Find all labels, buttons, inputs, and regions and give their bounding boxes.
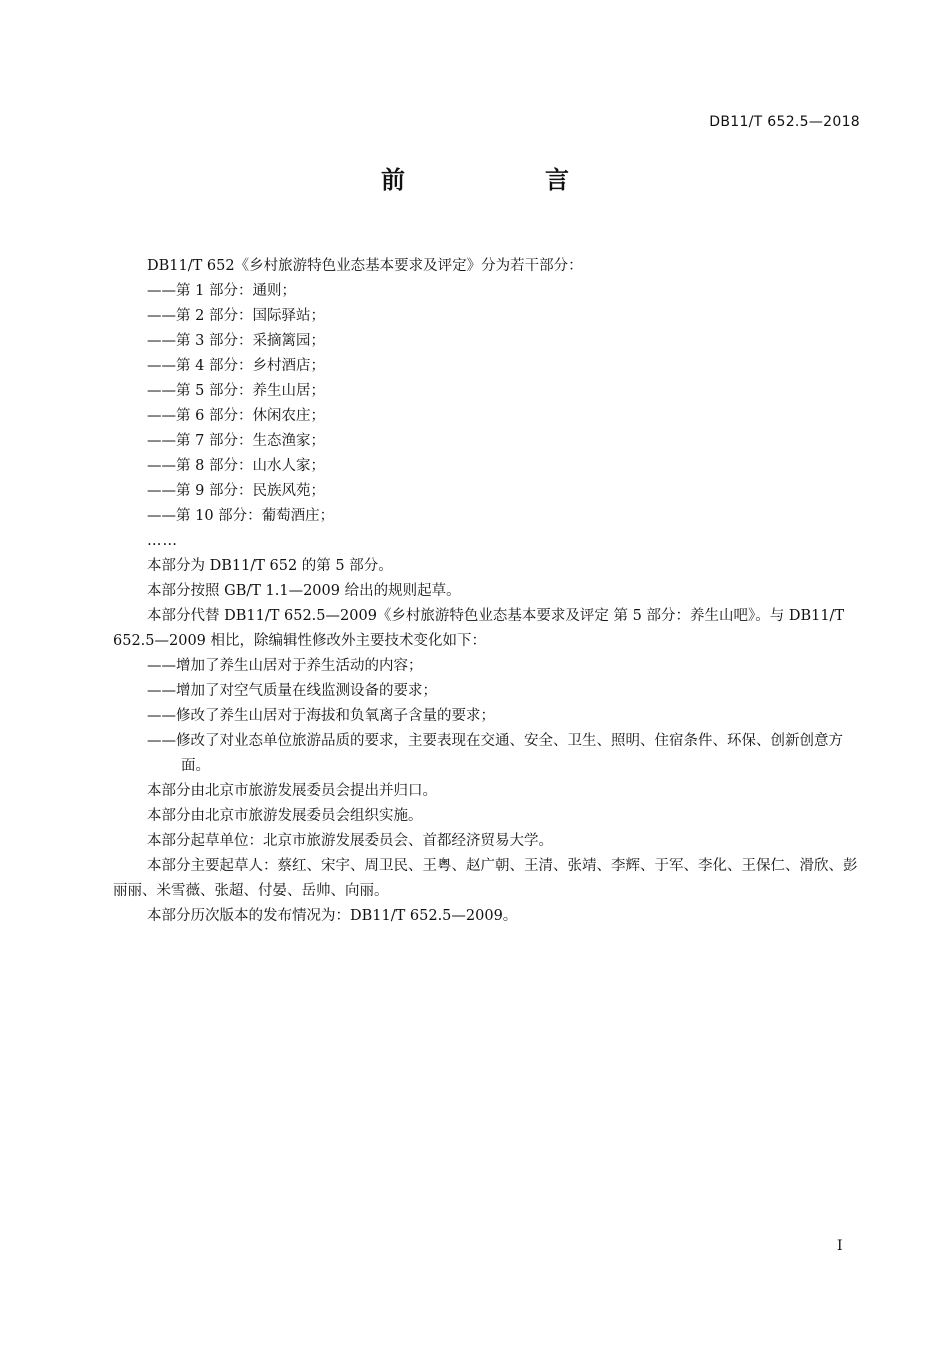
- change-list-item: ——修改了养生山居对于海拔和负氧离子含量的要求；: [147, 708, 495, 724]
- part-list-item: ——第 4 部分：乡村酒店；: [147, 358, 325, 374]
- change-list-item: ——增加了对空气质量在线监测设备的要求；: [147, 683, 437, 699]
- part-list-item: ——第 10 部分：葡萄酒庄；: [147, 508, 335, 524]
- implemented-by-paragraph: 本部分由北京市旅游发展委员会组织实施。: [147, 808, 423, 824]
- part-list-item: ——第 6 部分：休闲农庄；: [147, 408, 325, 424]
- part-list-item: ——第 1 部分：通则；: [147, 283, 296, 299]
- list-ellipsis: ……: [147, 533, 178, 549]
- drafters-paragraph: 本部分主要起草人：蔡红、宋宇、周卫民、王粤、赵广朝、王清、张靖、李辉、于军、李化、王保仁、滑欣、彭丽丽、米雪薇、张超、付晏、岳帅、向丽。: [113, 858, 858, 899]
- page-number: I: [837, 1238, 843, 1254]
- part-list-item: ——第 5 部分：养生山居；: [147, 383, 325, 399]
- change-list-item: ——修改了对业态单位旅游品质的要求，主要表现在交通、安全、卫生、照明、住宿条件、环保、创新创意方面。: [147, 733, 843, 774]
- foreword-body: [113, 254, 861, 929]
- drafting-units-paragraph: 本部分起草单位：北京市旅游发展委员会、首都经济贸易大学。: [147, 833, 553, 849]
- part-of-paragraph: 本部分为 DB11/T 652 的第 5 部分。: [147, 558, 393, 574]
- replaces-paragraph: 本部分代替 DB11/T 652.5—2009《乡村旅游特色业态基本要求及评定 第 5 部分：养生山吧》。与 DB11/T 652.5—2009 相比，除编辑性修改外主要技术变化如下：: [113, 608, 845, 649]
- proposed-by-paragraph: 本部分由北京市旅游发展委员会提出并归口。: [147, 783, 437, 799]
- drafting-rules-paragraph: 本部分按照 GB/T 1.1—2009 给出的规则起草。: [147, 583, 461, 599]
- part-list-item: ——第 8 部分：山水人家；: [147, 458, 325, 474]
- part-list-item: ——第 3 部分：采摘篱园；: [147, 333, 325, 349]
- part-list-item: ——第 9 部分：民族风苑；: [147, 483, 325, 499]
- intro-paragraph: DB11/T 652《乡村旅游特色业态基本要求及评定》分为若干部分：: [147, 258, 583, 274]
- document-code: DB11/T 652.5—2018: [709, 114, 860, 130]
- part-list-item: ——第 2 部分：国际驿站；: [147, 308, 325, 324]
- part-list-item: ——第 7 部分：生态渔家；: [147, 433, 325, 449]
- page-title: 前 言: [381, 166, 627, 194]
- change-list-item: ——增加了养生山居对于养生活动的内容；: [147, 658, 423, 674]
- history-paragraph: 本部分历次版本的发布情况为：DB11/T 652.5—2009。: [147, 908, 518, 924]
